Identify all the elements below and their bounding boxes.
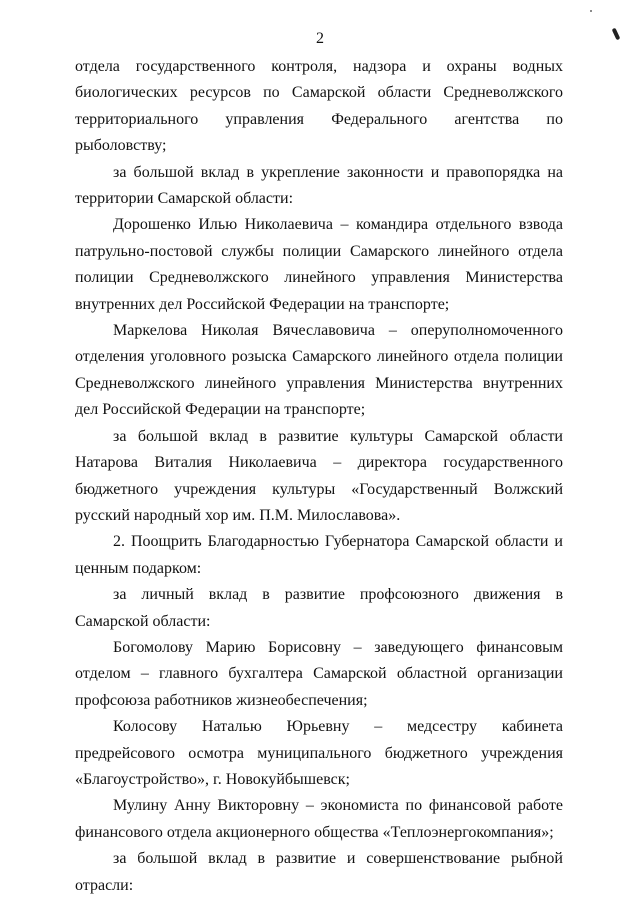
- paragraph-markelov: Маркелова Николая Вячеславовича – оперуполномоченного отделения уголовного розыска Самарского линейного отдела полиции Средневолжского линейного управления Министерства внутренних дел Российской Федерации на транспорте;: [75, 322, 563, 419]
- paragraph-kolosova: Колосову Наталью Юрьевну – медсестру кабинета предрейсового осмотра муниципального бюджетного учреждения «Благоустройство», г. Новокуйбышевск;: [75, 718, 563, 788]
- page-number: 2: [316, 30, 324, 47]
- paragraph-trade-union-heading: за личный вклад в развитие профсоюзного движения в Самарской области:: [75, 586, 563, 630]
- paragraph-doroshenko: Дорошенко Илью Николаевича – командира отдельного взвода патрульно-постовой службы полиции Самарского линейного отдела полиции Средневолжского линейного управления Министерства внутренних дел Российской Федерации на транспорте;: [75, 216, 563, 313]
- paragraph-bogomolova: Богомолову Марию Борисовну – заведующего финансовым отделом – главного бухгалтера Самарской областной организации профсоюза работников жизнеобеспечения;: [75, 638, 563, 709]
- document-body: [75, 54, 563, 899]
- paragraph-mulina: Мулину Анну Викторовну – экономиста по финансовой работе финансового отдела акционерного общества «Теплоэнергокомпания»;: [75, 797, 563, 841]
- scan-speck: [590, 10, 592, 12]
- paragraph-section-2: 2. Поощрить Благодарностью Губернатора Самарской области и ценным подарком:: [75, 533, 563, 577]
- paragraph-law-order-heading: за большой вклад в укрепление законности и правопорядка на территории Самарской области:: [75, 163, 563, 208]
- paragraph-fishery-heading: за большой вклад в развитие и совершенствование рыбной отрасли:: [75, 850, 563, 894]
- paragraph-natarov: за большой вклад в развитие культуры Самарской области Натарова Виталия Николаевича – директора государственного бюджетного учреждения культуры «Государственный Волжский русский народный хор им. П.М. Милославова».: [75, 427, 563, 524]
- paragraph-fish-control-department: отдела государственного контроля, надзора и охраны водных биологических ресурсов по Самарской области Средневолжского территориального управления Федерального агентства по рыболовству;: [75, 58, 563, 155]
